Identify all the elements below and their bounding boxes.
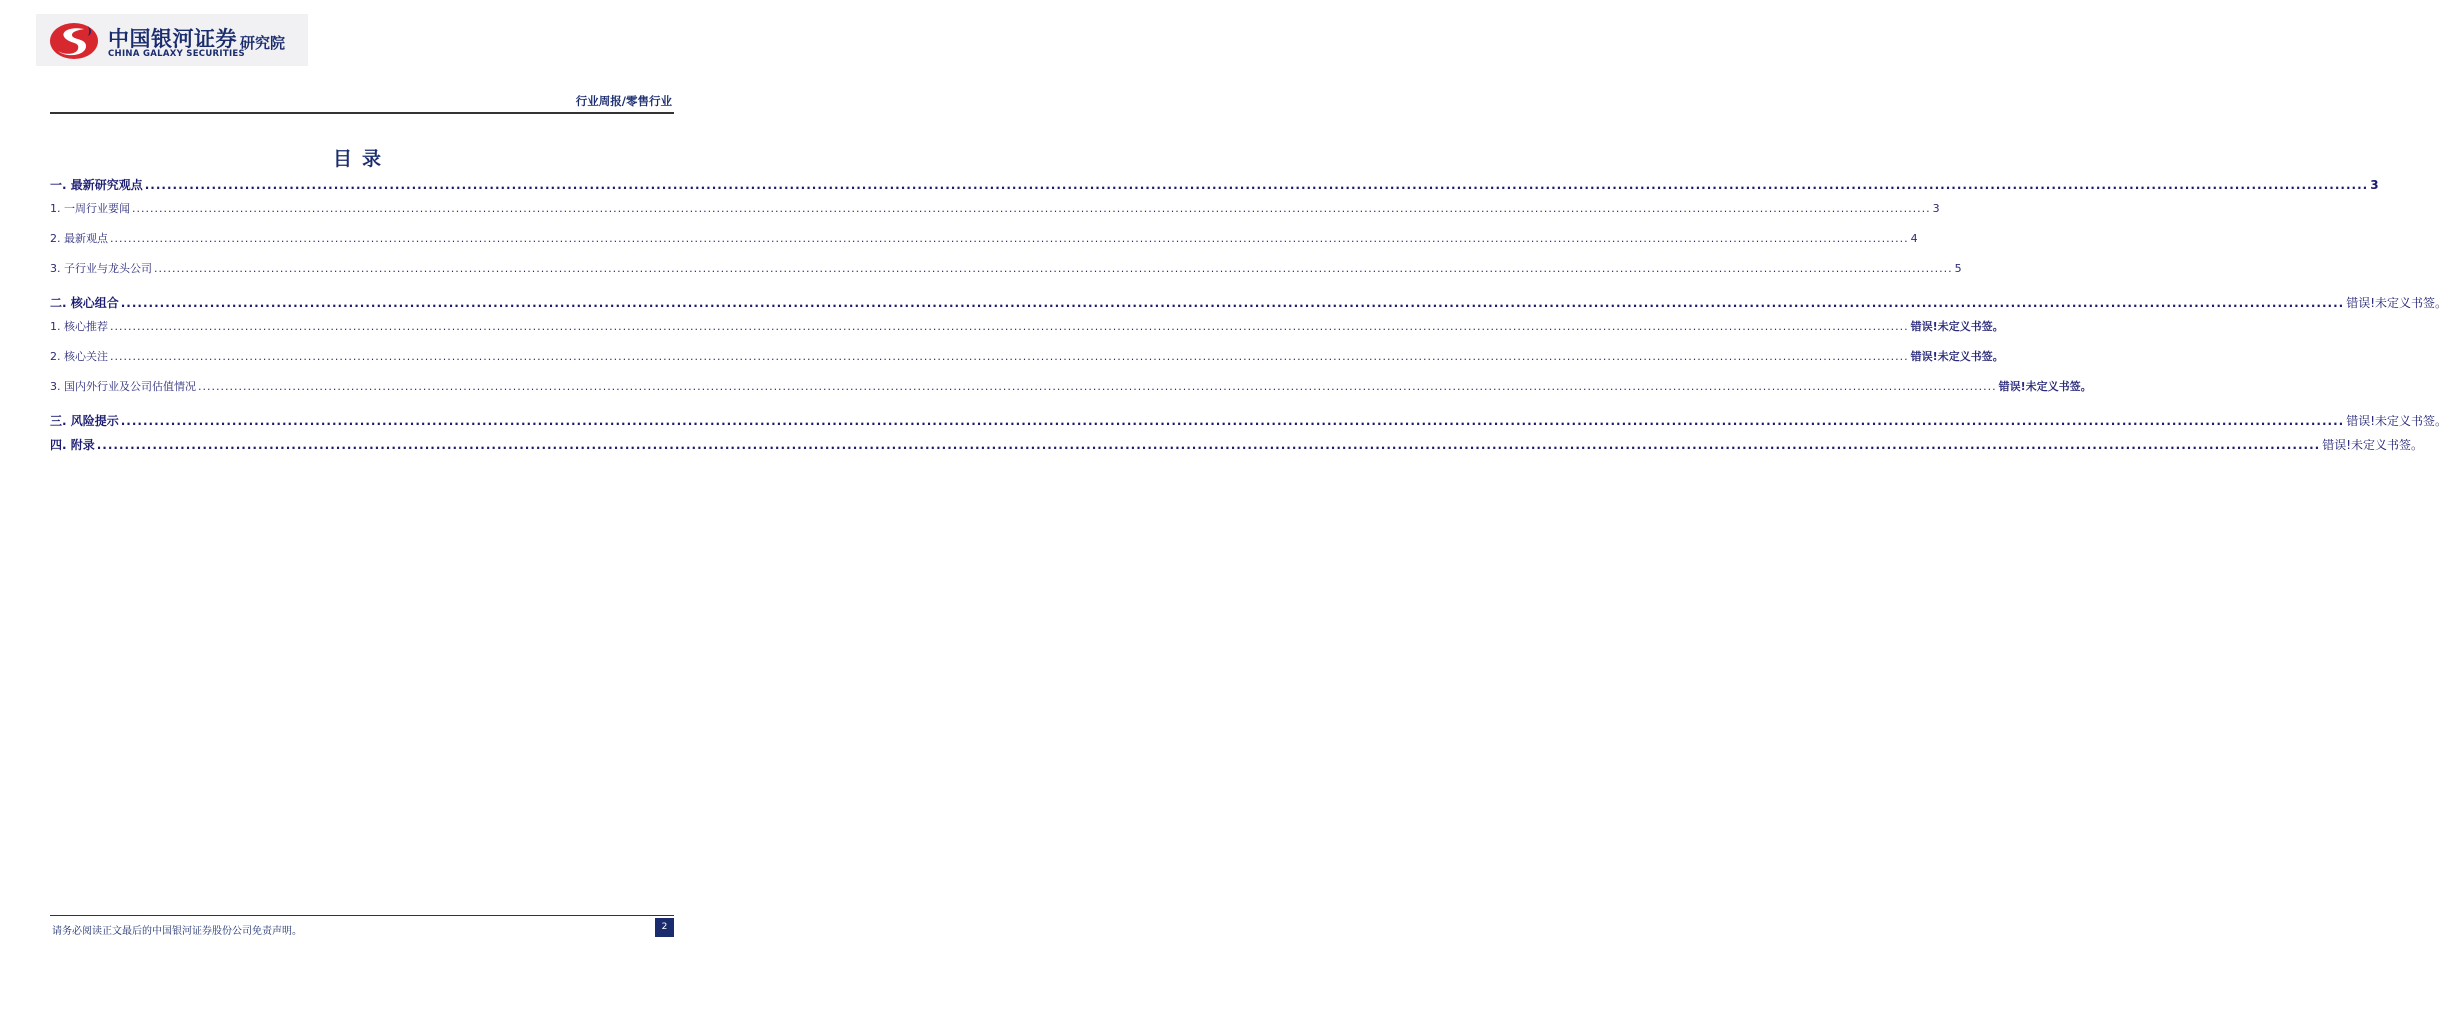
report-category: 行业周报/零售行业	[575, 94, 672, 108]
toc-section-entry[interactable]	[50, 436, 2423, 460]
logo-company-name-cn: 中国银河证券	[108, 27, 237, 51]
toc-section-entry[interactable]	[50, 176, 2379, 200]
toc-entry-page: 4	[1910, 232, 1918, 245]
toc-section-entry[interactable]	[50, 412, 2447, 436]
toc-title: 目录	[332, 148, 391, 170]
toc-subsection-entry[interactable]	[50, 378, 2092, 408]
logo-company-name-en: CHINA GALAXY SECURITIES	[108, 49, 245, 59]
toc-entry-label: 1. 核心推荐	[50, 320, 108, 333]
toc-subsection-entry[interactable]	[50, 348, 2004, 378]
toc-entry-page: 错误!未定义书签。	[1910, 320, 2004, 333]
toc-entry-label: 2. 核心关注	[50, 350, 108, 363]
toc-entry-page: 3	[2370, 178, 2379, 192]
toc-dot-leader: ................................................................................................................................................................................................................................................................................................................................................................................................................	[132, 202, 1931, 215]
toc-entry-label: 2. 最新观点	[50, 232, 108, 245]
toc-subsection-entry[interactable]	[50, 318, 2004, 348]
toc-dot-leader: ................................................................................................................................................................................................................................................................................................................................................................................................................	[144, 178, 2369, 192]
toc-entry-page: 错误!未定义书签。	[2346, 296, 2447, 310]
galaxy-swirl-logo-icon	[48, 20, 100, 62]
logo-institute-name: 研究院	[240, 34, 286, 52]
table-of-contents	[50, 176, 2447, 460]
header-divider	[50, 112, 674, 114]
toc-entry-label: 三. 风险提示	[50, 414, 119, 428]
toc-subsection-entry[interactable]	[50, 200, 1940, 230]
toc-dot-leader: ................................................................................................................................................................................................................................................................................................................................................................................................................	[110, 232, 1909, 245]
toc-dot-leader: ................................................................................................................................................................................................................................................................................................................................................................................................................	[120, 296, 2345, 310]
toc-subsection-entry[interactable]	[50, 260, 1962, 290]
toc-entry-page: 错误!未定义书签。	[1998, 380, 2092, 393]
toc-entry-label: 3. 子行业与龙头公司	[50, 262, 152, 275]
toc-entry-page: 错误!未定义书签。	[2346, 414, 2447, 428]
toc-section-entry[interactable]	[50, 294, 2447, 318]
toc-entry-page: 错误!未定义书签。	[2322, 438, 2423, 452]
toc-dot-leader: ................................................................................................................................................................................................................................................................................................................................................................................................................	[110, 350, 1909, 363]
toc-dot-leader: ................................................................................................................................................................................................................................................................................................................................................................................................................	[154, 262, 1953, 275]
toc-entry-page: 3	[1932, 202, 1940, 215]
disclaimer-note: 请务必阅读正文最后的中国银河证券股份公司免责声明。	[52, 926, 302, 937]
toc-dot-leader: ................................................................................................................................................................................................................................................................................................................................................................................................................	[198, 380, 1997, 393]
company-logo	[36, 14, 308, 66]
toc-dot-leader: ................................................................................................................................................................................................................................................................................................................................................................................................................	[120, 414, 2345, 428]
toc-entry-label: 四. 附录	[50, 438, 95, 452]
toc-dot-leader: ................................................................................................................................................................................................................................................................................................................................................................................................................	[110, 320, 1909, 333]
toc-entry-label: 二. 核心组合	[50, 296, 119, 310]
toc-entry-label: 一. 最新研究观点	[50, 178, 143, 192]
toc-entry-page: 错误!未定义书签。	[1910, 350, 2004, 363]
toc-entry-page: 5	[1954, 262, 1962, 275]
page-number: 2	[655, 918, 674, 937]
toc-entry-label: 1. 一周行业要闻	[50, 202, 130, 215]
toc-entry-label: 3. 国内外行业及公司估值情况	[50, 380, 196, 393]
footer-divider	[50, 915, 674, 916]
toc-dot-leader: ................................................................................................................................................................................................................................................................................................................................................................................................................	[96, 438, 2321, 452]
toc-subsection-entry[interactable]	[50, 230, 1918, 260]
